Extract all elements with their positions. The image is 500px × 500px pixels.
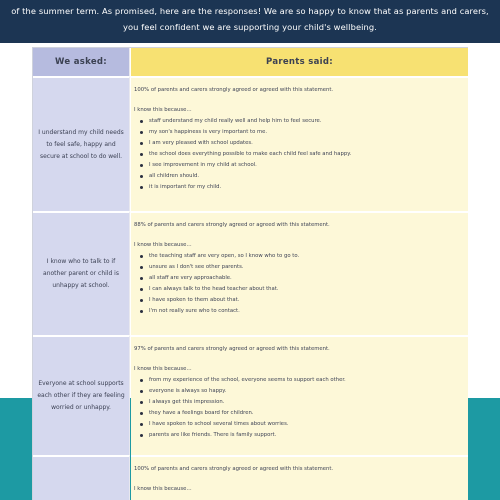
we-asked-header: We asked:	[33, 48, 130, 76]
list-item: parents are like friends. There is family support.	[140, 430, 462, 441]
parents-said-header: Parents said:	[131, 48, 468, 76]
survey-table	[32, 47, 468, 500]
statistic-text: 100% of parents and carers strongly agreed or agreed with this statement.	[134, 466, 334, 472]
question-text: I know who to talk to if another parent or child is unhappy at school.	[43, 258, 119, 289]
list-item: all staff are very approachable.	[140, 273, 462, 284]
question-cell	[33, 335, 130, 455]
list-item: I see improvement in my child at school.	[140, 160, 462, 171]
because-label: I know this because…	[134, 242, 192, 248]
because-label: I know this because…	[134, 107, 192, 113]
reason-list	[134, 375, 462, 441]
list-item: I'm not really sure who to contact.	[140, 306, 462, 317]
because-label: I know this because…	[134, 486, 192, 492]
because-label: I know this because…	[134, 366, 192, 372]
reason-list	[134, 116, 462, 193]
list-item: all children should.	[140, 171, 462, 182]
question-cell	[33, 76, 130, 211]
list-item: I always get this impression.	[140, 397, 462, 408]
header-band	[0, 0, 500, 43]
statistic-text: 100% of parents and carers strongly agreed or agreed with this statement.	[134, 87, 334, 93]
response-cell	[131, 211, 468, 335]
question-cell	[33, 455, 130, 500]
list-item: it is important for my child.	[140, 182, 462, 193]
list-item: the school does everything possible to make each child feel safe and happy.	[140, 149, 462, 160]
list-item: I have spoken to school several times about worries.	[140, 419, 462, 430]
statistic-text: 97% of parents and carers strongly agreed or agreed with this statement.	[134, 346, 330, 352]
statistic-text: 88% of parents and carers strongly agreed or agreed with this statement.	[134, 222, 330, 228]
question-cell	[33, 211, 130, 335]
response-cell	[131, 335, 468, 455]
list-item: staff understand my child really well and help him to feel secure.	[140, 116, 462, 127]
list-item: they have a feelings board for children.	[140, 408, 462, 419]
list-item: the teaching staff are very open, so I know who to go to.	[140, 251, 462, 262]
list-item: unsure as I don't see other parents.	[140, 262, 462, 273]
response-cell	[131, 455, 468, 500]
list-item: everyone is always so happy.	[140, 386, 462, 397]
question-text: I understand my child needs to feel safe, happy and secure at school to do well.	[38, 128, 124, 160]
list-item: I am very pleased with school updates.	[140, 138, 462, 149]
reason-list	[134, 251, 462, 317]
question-text: Everyone at school supports each other if they are feeling worried or unhappy.	[37, 380, 125, 411]
list-item: my son's happiness is very important to me.	[140, 127, 462, 138]
list-item: from my experience of the school, everyone seems to support each other.	[140, 375, 462, 386]
response-cell	[131, 76, 468, 211]
list-item: I can always talk to the head teacher about that.	[140, 284, 462, 295]
intro-text: of the summer term. As promised, here are the responses! We are so happy to know that as parents and carers, you feel confident we are supporting your child's wellbeing.	[11, 6, 489, 32]
list-item: I have spoken to them about that.	[140, 295, 462, 306]
